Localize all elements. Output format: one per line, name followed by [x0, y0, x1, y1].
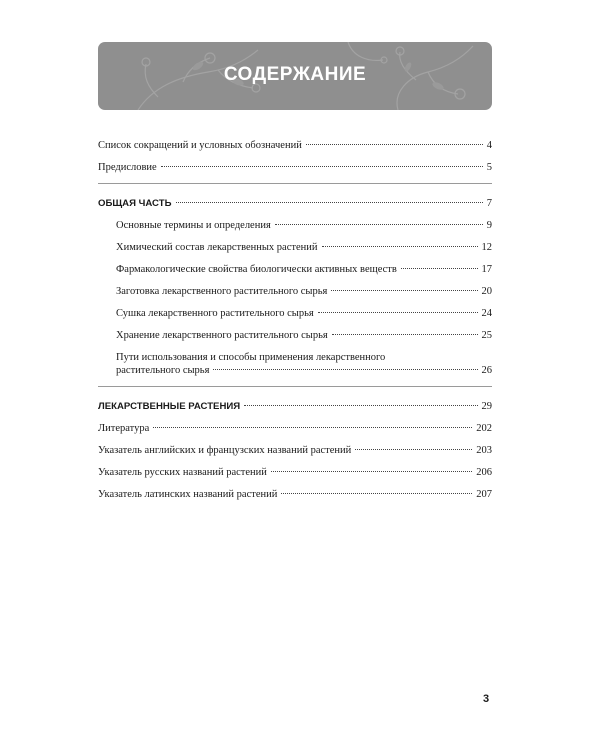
dot-leader — [331, 290, 477, 291]
toc-entry-harvesting[interactable] — [98, 285, 492, 298]
toc-entry-title: Предисловие — [98, 162, 157, 173]
toc-entry-title-line2: растительного сырья — [116, 365, 210, 376]
toc-entry-storage[interactable] — [98, 329, 492, 342]
toc-entry-title: Сушка лекарственного растительного сырья — [116, 308, 314, 319]
toc-entry-title: Хранение лекарственного растительного сырья — [116, 330, 328, 341]
toc-section-title: ОБЩАЯ ЧАСТЬ — [98, 198, 172, 209]
toc-entry-title: Указатель латинских названий растений — [98, 489, 278, 500]
dot-leader — [213, 369, 477, 370]
dot-leader — [275, 224, 483, 225]
dot-leader — [318, 312, 478, 313]
dot-leader — [306, 144, 483, 145]
toc-entry-index-lat[interactable] — [98, 488, 492, 501]
toc-entry-title: Литература — [98, 423, 150, 434]
toc-entry-usage[interactable] — [98, 351, 492, 377]
toc-entry-title: Указатель русских названий растений — [98, 467, 267, 478]
toc-entry-title: Фармакологические свойства биологически активных веществ — [116, 264, 397, 275]
toc-section-title: ЛЕКАРСТВЕННЫЕ РАСТЕНИЯ — [98, 401, 241, 412]
toc-entry-page: 29 — [481, 401, 492, 412]
dot-leader — [401, 268, 478, 269]
toc-section-general-part[interactable] — [98, 197, 492, 210]
toc-entry-page: 203 — [476, 445, 492, 456]
dot-leader — [244, 405, 477, 406]
toc-entry-page: 24 — [481, 308, 492, 319]
divider — [98, 183, 492, 184]
toc-entry-index-en-fr[interactable] — [98, 444, 492, 457]
header-banner — [98, 42, 492, 110]
toc-section-plants[interactable] — [98, 400, 492, 413]
toc-entry-page: 7 — [486, 198, 492, 209]
table-of-contents — [98, 139, 492, 510]
divider — [98, 386, 492, 387]
toc-entry-abbreviations[interactable] — [98, 139, 492, 152]
toc-entry-page: 4 — [486, 140, 492, 151]
toc-entry-pharmacological-properties[interactable] — [98, 263, 492, 276]
page-title: СОДЕРЖАНИЕ — [223, 64, 367, 85]
toc-entry-terms[interactable] — [98, 219, 492, 232]
toc-entry-title: Список сокращений и условных обозначений — [98, 140, 302, 151]
dot-leader — [355, 449, 472, 450]
toc-entry-page: 20 — [481, 286, 492, 297]
toc-entry-title: Заготовка лекарственного растительного сырья — [116, 286, 328, 297]
toc-entry-title: Указатель английских и французских названий растений — [98, 445, 352, 456]
toc-entry-page: 207 — [476, 489, 492, 500]
dot-leader — [271, 471, 472, 472]
dot-leader — [332, 334, 478, 335]
toc-entry-title: Основные термины и определения — [116, 220, 271, 231]
toc-entry-title: Химический состав лекарственных растений — [116, 242, 318, 253]
toc-entry-page: 206 — [476, 467, 492, 478]
toc-entry-page: 17 — [481, 264, 492, 275]
toc-entry-title-line1: Пути использования и способы применения лекарственного — [116, 352, 386, 363]
toc-entry-page: 5 — [486, 162, 492, 173]
toc-entry-page: 12 — [481, 242, 492, 253]
dot-leader — [281, 493, 472, 494]
dot-leader — [322, 246, 478, 247]
toc-entry-preface[interactable] — [98, 161, 492, 174]
toc-entry-page: 9 — [486, 220, 492, 231]
page-number: 3 — [483, 693, 490, 705]
toc-entry-page: 202 — [476, 423, 492, 434]
dot-leader — [153, 427, 472, 428]
toc-entry-drying[interactable] — [98, 307, 492, 320]
dot-leader — [176, 202, 483, 203]
toc-entry-literature[interactable] — [98, 422, 492, 435]
toc-entry-index-ru[interactable] — [98, 466, 492, 479]
toc-entry-page: 26 — [481, 365, 492, 376]
toc-entry-page: 25 — [481, 330, 492, 341]
toc-entry-title-line2-row — [116, 364, 492, 377]
toc-entry-chemical-composition[interactable] — [98, 241, 492, 254]
dot-leader — [161, 166, 483, 167]
